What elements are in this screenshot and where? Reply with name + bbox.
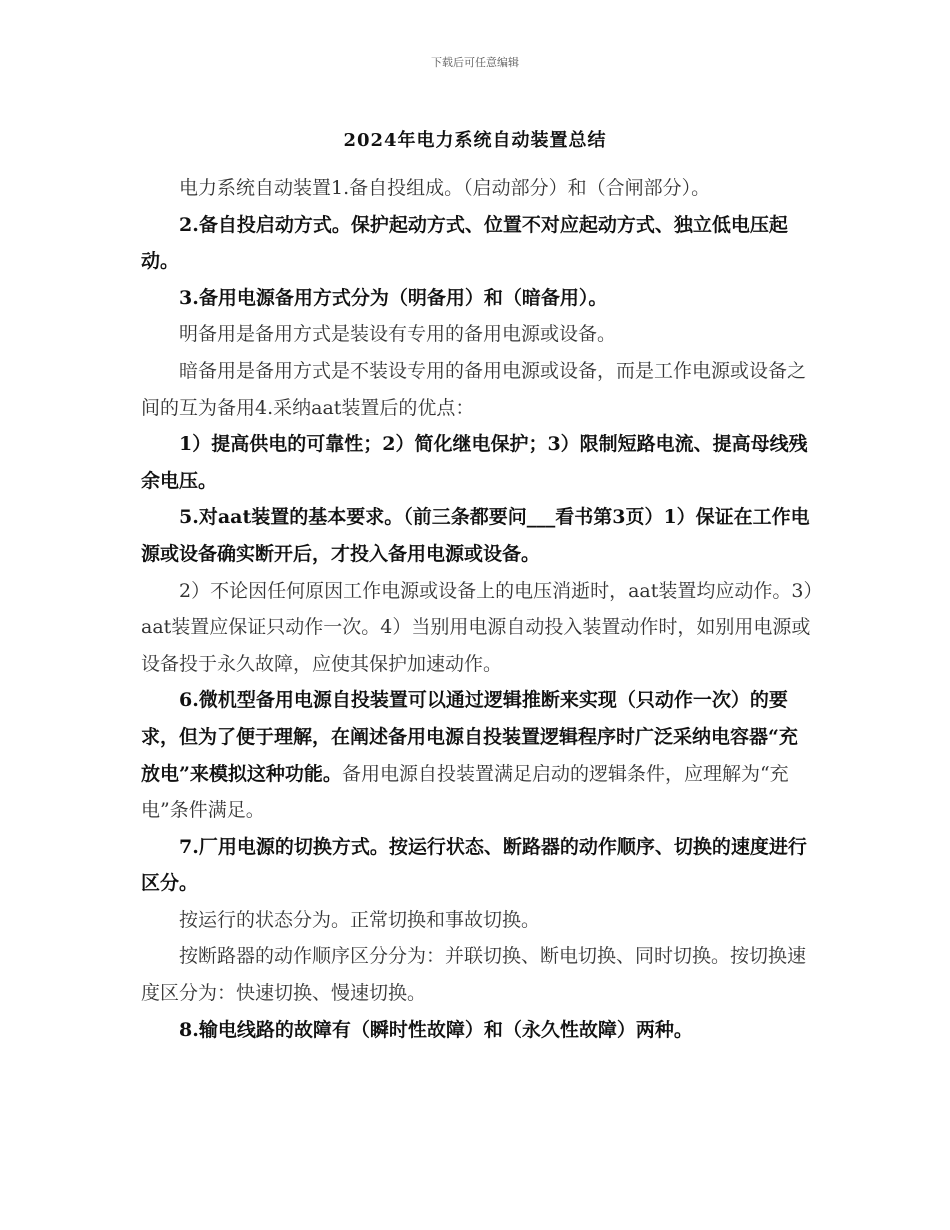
document-body [141,170,815,1048]
paragraph-1: 电力系统自动装置1.备自投组成。（启动部分）和（合闸部分）。 [179,177,711,199]
paragraph-4: 明备用是备用方式是装设有专用的备用电源或设备。 [179,323,617,346]
paragraph-13: 8.输电线路的故障有（瞬时性故障）和（永久性故障）两种。 [179,1018,693,1041]
paragraph-12: 按断路器的动作顺序区分分为：并联切换、断电切换、同时切换。按切换速度区分为：快速切换、慢速切换。 [141,945,807,1005]
document-title: 2024年电力系统自动装置总结 [343,130,607,151]
paragraph-7: 5.对aat装置的基本要求。（前三条都要问___看书第3页）1）保证在工作电源或设备确实断开后，才投入备用电源或设备。 [141,506,810,565]
paragraph-11: 按运行的状态分为。正常切换和事故切换。 [179,908,541,931]
paragraph-2: 2.备自投启动方式。保护起动方式、位置不对应起动方式、独立低电压起动。 [141,213,788,273]
page-header: 下载后可任意编辑 [431,56,519,69]
paragraph-5: 暗备用是备用方式是不装设专用的备用电源或设备，而是工作电源或设备之间的互为备用4.采纳aat装置后的优点： [141,359,807,419]
paragraph-8: 2）不论因任何原因工作电源或设备上的电压消逝时，aat装置均应动作。3）aat装置应保证只动作一次。4）当别用电源自动投入装置动作时，如别用电源或设备投于永久故障，应使其保护加速动作。 [141,579,813,675]
paragraph-3: 3.备用电源备用方式分为（明备用）和（暗备用）。 [179,286,608,309]
paragraph-6: 1）提高供电的可靠性；2）简化继电保护；3）限制短路电流、提高母线残余电压。 [141,433,808,492]
paragraph-10: 7.厂用电源的切换方式。按运行状态、断路器的动作顺序、切换的速度进行区分。 [141,835,807,895]
paragraph-9: 6.微机型备用电源自投装置可以通过逻辑推断来实现（只动作一次）的要求，但为了便于理解，在阐述备用电源自投装置逻辑程序时广泛采纳电容器“充放电”来模拟这种功能。备用电源自投装置满足启动的逻辑条件，应理解为“充电”条件满足。 [141,689,798,822]
